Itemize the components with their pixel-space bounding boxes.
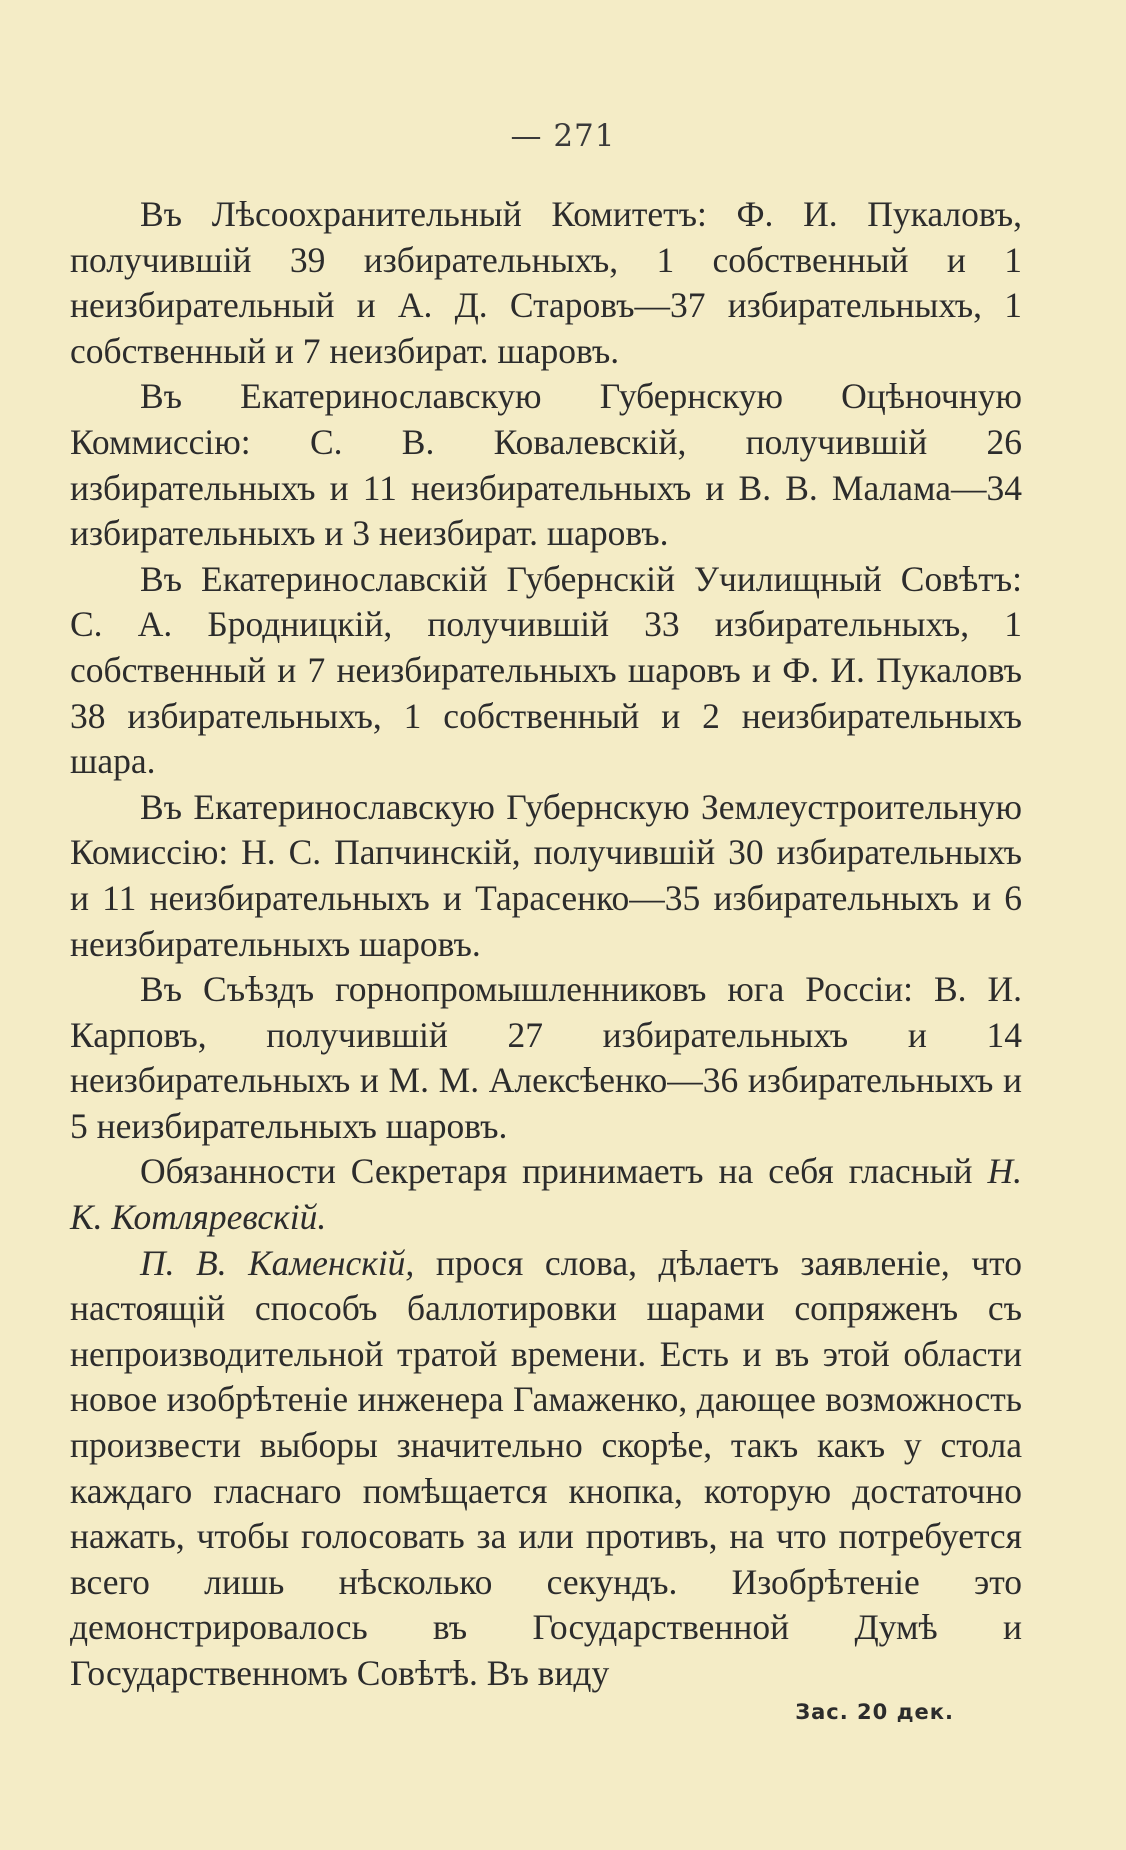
- paragraph-forest-committee: Въ Лѣсоохранительный Комитетъ: Ф. И. Пукаловъ, получившій 39 избирательныхъ, 1 собственный и 1 неизбирательный и А. Д. Старовъ—37 избирательныхъ, 1 собственный и 7 неизбират. шаровъ.: [70, 194, 1022, 371]
- paragraph-kamensky: [70, 1241, 1022, 1697]
- paragraph-kamensky-text: прося слова, дѣлаетъ заявленіе, что настоящій способъ баллотировки шарами сопряженъ съ непроизводительной тратой времени. Есть и въ этой области новое изобрѣтеніе инженера Гамаженко, дающее возможность произвести выборы значительно скорѣе, такъ какъ у стола каждаго гласнаго помѣщается кнопка, которую достаточно нажать, чтобы голосовать за или противъ, на что потребуется всего лишь нѣсколько секундъ. Изобрѣтеніе это демонстрировалось въ Государственной Думѣ и Государственномъ Совѣтѣ. Въ виду: [70, 1242, 1022, 1693]
- paragraph-secretary-text: Обязанности Секретаря принимаетъ на себя гласный: [140, 1151, 988, 1192]
- paragraph-mining-congress: Въ Съѣздъ горнопромышленниковъ юга Россіи: В. И. Карповъ, получившій 27 избирательныхъ и 14 неизбирательныхъ и М. М. Алексѣенко—36 избирательныхъ и 5 неизбирательныхъ шаровъ.: [70, 969, 1022, 1146]
- paragraph-school-council: Въ Екатеринославскій Губернскій Училищный Совѣтъ: С. А. Бродницкій, получившій 33 избирательныхъ, 1 собственный и 7 неизбирательныхъ шаровъ и Ф. И. Пукаловъ 38 избирательныхъ, 1 собственный и 2 неизбирательныхъ шара.: [70, 558, 1022, 782]
- speaker-name: П. В. Каменскій,: [140, 1242, 415, 1283]
- secretary-name: Н. К. Котляревскій.: [70, 1151, 1022, 1238]
- body-text: [70, 192, 1022, 1697]
- page-number: — 271: [510, 118, 616, 154]
- footer-session-date: Зас. 20 дек.: [795, 1700, 954, 1724]
- paragraph-land-commission: Въ Екатеринославскую Губернскую Землеустроительную Комиссію: Н. С. Папчинскій, получившій 30 избирательныхъ и 11 неизбирательныхъ и Тарасенко—35 избирательныхъ и 6 неизбирательныхъ шаровъ.: [70, 786, 1022, 964]
- paragraph-valuation-commission: Въ Екатеринославскую Губернскую Оцѣночную Коммиссію: С. В. Ковалевскій, получившій 26 избирательныхъ и 11 неизбирательныхъ и В. В. Малама—34 избирательныхъ и 3 неизбират. шаровъ.: [70, 376, 1022, 554]
- paragraph-secretary: [70, 1149, 1022, 1240]
